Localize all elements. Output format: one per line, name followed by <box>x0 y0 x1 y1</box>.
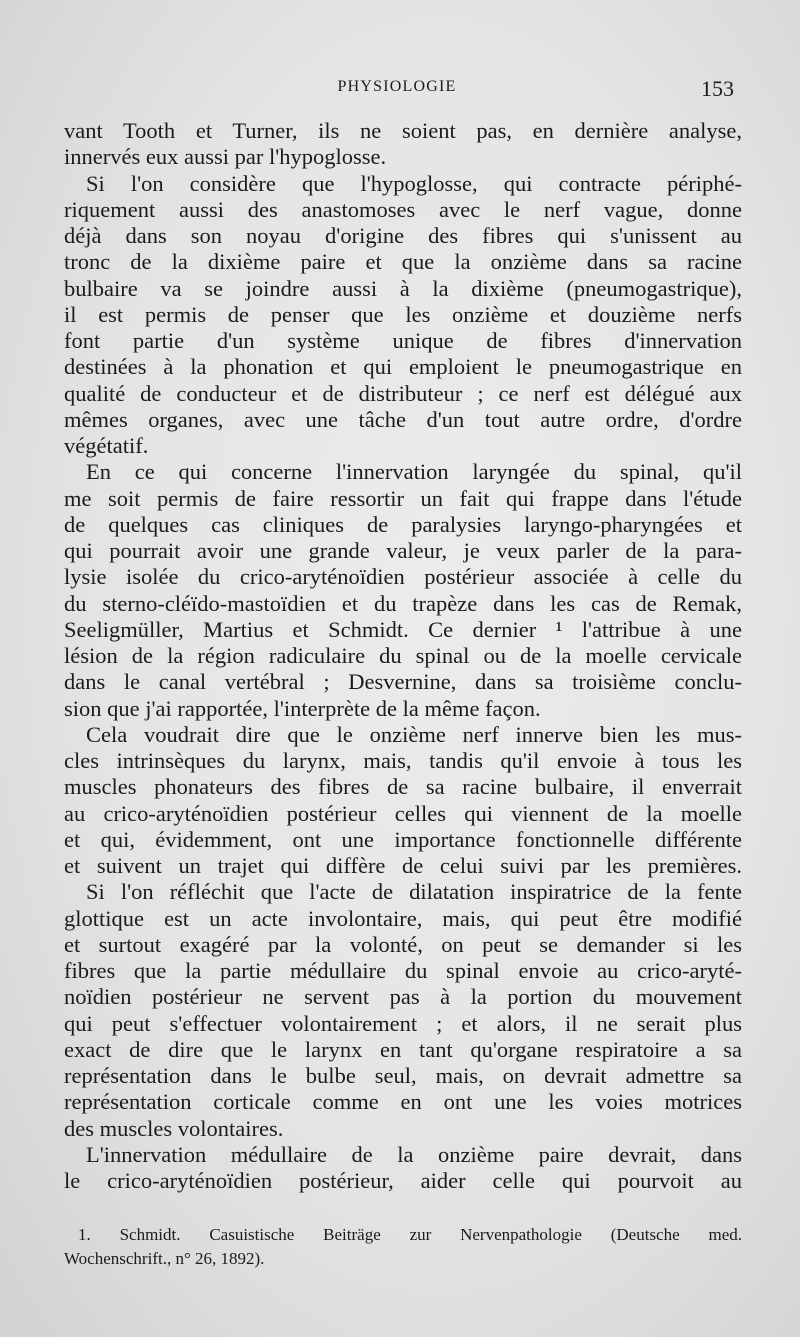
text-line <box>64 354 742 380</box>
text-line <box>64 906 742 932</box>
text-line <box>64 197 742 223</box>
text-line <box>64 958 742 984</box>
text-line-content: Cela voudrait dire que le onzième nerf innerve bien les mus- <box>86 721 742 747</box>
text-line <box>64 276 742 302</box>
footnote-line: Wochenschrift., n° 26, 1892). <box>64 1249 265 1268</box>
text-line-content: et suivent un trajet qui diffère de celui suivi par les premières. <box>64 853 742 878</box>
text-line <box>64 1116 742 1142</box>
text-line-content: muscles phonateurs des fibres de sa racine bulbaire, il enverrait <box>64 774 742 800</box>
text-line-content: me soit permis de faire ressortir un fait qui frappe dans l'étude <box>64 485 742 511</box>
text-line-content: au crico-aryténoïdien postérieur celles qui viennent de la moelle <box>64 800 742 826</box>
text-line-content: fibres que la partie médullaire du spinal envoie au crico-aryté- <box>64 958 742 983</box>
body-text <box>64 118 742 1194</box>
text-line-content: tronc de la dixième paire et que la onzième dans sa racine <box>64 249 742 275</box>
text-line-content: représentation dans le bulbe seul, mais, on devrait admettre sa <box>64 1063 742 1088</box>
text-line <box>64 302 742 328</box>
text-line-content: Si l'on considère que l'hypoglosse, qui contracte périphé- <box>86 170 742 196</box>
text-line <box>64 1089 742 1115</box>
text-line <box>64 538 742 564</box>
text-line <box>64 486 742 512</box>
text-line <box>64 328 742 354</box>
text-line-content: il est permis de penser que les onzième et douzième nerfs <box>64 301 742 327</box>
text-line <box>64 643 742 669</box>
text-line <box>64 1063 742 1089</box>
running-head <box>60 76 734 100</box>
text-line <box>64 171 742 197</box>
text-line-content: le crico-aryténoïdien postérieur, aider celle qui pourvoit au <box>64 1168 742 1193</box>
text-line-content: représentation corticale comme en ont une les voies motrices <box>64 1089 742 1115</box>
footnote-line-text: 1. Schmidt. Casuistische Beiträge zur Nervenpathologie (Deutsche med. <box>78 1225 742 1244</box>
text-line-content: sion que j'ai rapportée, l'interprète de la même façon. <box>64 695 541 721</box>
text-line <box>64 223 742 249</box>
text-line <box>64 984 742 1010</box>
text-line-content: L'innervation médullaire de la onzième paire devrait, dans <box>86 1141 742 1167</box>
text-line-content: qui pourrait avoir une grande valeur, je veux parler de la para- <box>64 538 742 563</box>
text-line <box>64 696 742 722</box>
text-line <box>64 407 742 433</box>
text-line <box>64 722 742 748</box>
text-line-content: et surtout exagéré par la volonté, on peut se demander si les <box>64 931 742 957</box>
text-line-content: exact de dire que le larynx en tant qu'organe respiratoire a sa <box>64 1036 742 1062</box>
text-line <box>64 617 742 643</box>
footnote-line <box>64 1223 742 1247</box>
text-line-content: font partie d'un système unique de fibres d'innervation <box>64 328 742 353</box>
text-line-content: lysie isolée du crico-aryténoïdien postérieur associée à celle du <box>64 564 742 590</box>
footnote <box>64 1223 742 1271</box>
text-line <box>64 879 742 905</box>
text-line <box>64 144 742 170</box>
text-line-content: innervés eux aussi par l'hypoglosse. <box>64 144 387 170</box>
text-line <box>64 1168 742 1194</box>
text-line-content: déjà dans son noyau d'origine des fibres qui s'unissent au <box>64 223 742 248</box>
text-line <box>64 853 742 879</box>
text-line <box>64 801 742 827</box>
text-line <box>64 1037 742 1063</box>
text-line <box>64 748 742 774</box>
text-line <box>64 932 742 958</box>
text-line <box>64 433 742 459</box>
text-line-content: qualité de conducteur et de distributeur ; ce nerf est délégué aux <box>64 380 742 406</box>
text-line-content: En ce qui concerne l'innervation laryngée du spinal, qu'il <box>86 459 742 485</box>
text-line <box>64 591 742 617</box>
text-line-content: Si l'on réfléchit que l'acte de dilatation inspiratrice de la fente <box>86 879 742 905</box>
text-line <box>64 1011 742 1037</box>
text-line-content: destinées à la phonation et qui emploient le pneumogastrique en <box>64 354 742 380</box>
text-line-content: noïdien postérieur ne servent pas à la portion du mouvement <box>64 984 742 1010</box>
text-line-content: vant Tooth et Turner, ils ne soient pas, en dernière analyse, <box>64 118 742 143</box>
text-line-content: lésion de la région radiculaire du spinal ou de la moelle cervicale <box>64 643 742 668</box>
text-line-content: glottique est un acte involontaire, mais, qui peut être modifié <box>64 905 742 931</box>
text-line-content: de quelques cas cliniques de paralysies laryngo-pharyngées et <box>64 511 742 537</box>
text-line <box>64 564 742 590</box>
text-line-content: mêmes organes, avec une tâche d'un tout autre ordre, d'ordre <box>64 406 742 432</box>
text-line <box>64 669 742 695</box>
text-line-content: riquement aussi des anastomoses avec le nerf vague, donne <box>64 196 742 222</box>
text-line-content: qui peut s'effectuer volontairement ; et alors, il ne serait plus <box>64 1010 742 1036</box>
text-line <box>64 827 742 853</box>
text-line-content: végétatif. <box>64 433 149 458</box>
text-line-content: des muscles volontaires. <box>64 1115 284 1141</box>
running-title: PHYSIOLOGIE <box>337 78 457 95</box>
text-line <box>64 774 742 800</box>
text-line <box>64 381 742 407</box>
text-line-content: cles intrinsèques du larynx, mais, tandis qu'il envoie à tous les <box>64 748 742 773</box>
text-line <box>64 512 742 538</box>
text-line <box>64 249 742 275</box>
page-number: 153 <box>701 76 734 101</box>
text-line-content: du sterno-cléïdo-mastoïdien et du trapèze dans les cas de Remak, <box>64 590 742 616</box>
text-line-content: bulbaire va se joindre aussi à la dixième (pneumogastrique), <box>64 275 742 301</box>
text-line-content: et qui, évidemment, ont une importance fonctionnelle différente <box>64 826 742 852</box>
text-line <box>64 459 742 485</box>
text-line-content: dans le canal vertébral ; Desvernine, dans sa troisième conclu- <box>64 669 742 695</box>
text-line-content: Seeligmüller, Martius et Schmidt. Ce dernier ¹ l'attribue à une <box>64 616 742 642</box>
text-line <box>64 1142 742 1168</box>
text-line <box>64 118 742 144</box>
